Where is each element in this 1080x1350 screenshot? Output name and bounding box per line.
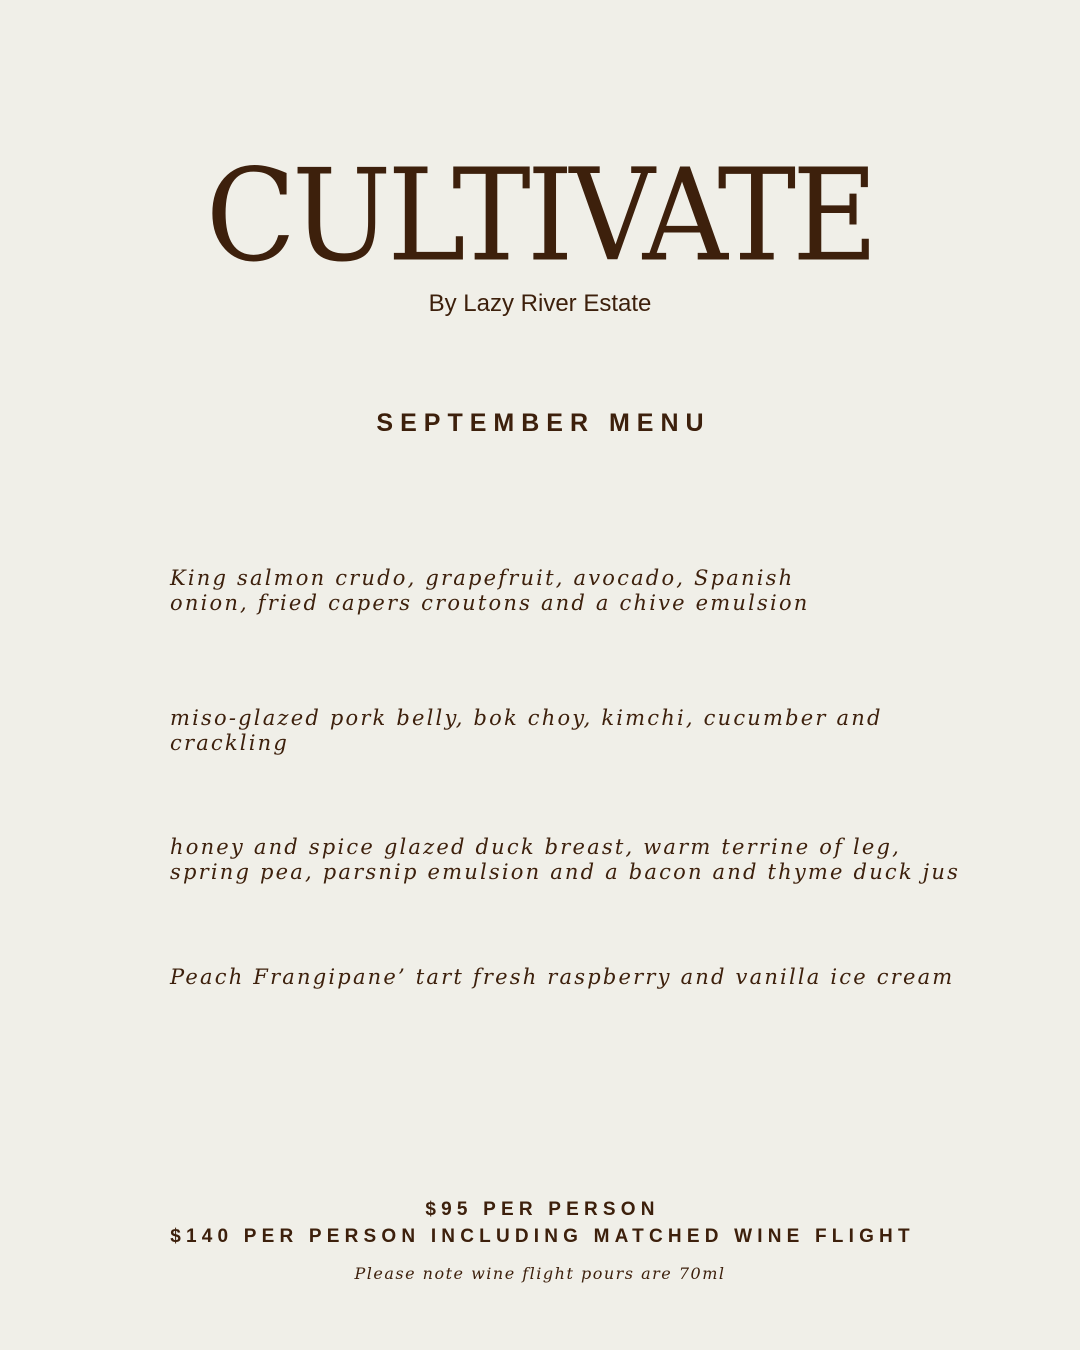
price-with-wine: $140 PER PERSON INCLUDING MATCHED WINE FLIGHT [170,1226,915,1247]
course-line: crackling [170,731,290,755]
price-standard: $95 PER PERSON [425,1199,660,1220]
course-line: miso-glazed pork belly, bok choy, kimchi, cucumber and [170,706,883,730]
course-line: King salmon crudo, grapefruit, avocado, Spanish [170,566,795,590]
pricing-block [0,1196,1080,1250]
brand-subtitle: By Lazy River Estate [428,290,652,317]
course-line: spring pea, parsnip emulsion and a bacon and thyme duck jus [170,860,961,884]
course-item-second [170,706,930,756]
course-line: honey and spice glazed duck breast, warm terrine of leg, [170,835,902,859]
course-item-main [170,835,961,885]
course-line: Peach Frangipane’ tart fresh raspberry and vanilla ice cream [170,965,955,989]
brand-title: CULTIVATE [205,140,875,290]
course-item-dessert [170,965,955,990]
menu-heading: SEPTEMBER MENU [376,409,711,437]
course-line: onion, fried capers croutons and a chive emulsion [170,591,810,615]
course-item-entree [170,566,930,616]
wine-pour-note: Please note wine flight pours are 70ml [354,1264,726,1283]
